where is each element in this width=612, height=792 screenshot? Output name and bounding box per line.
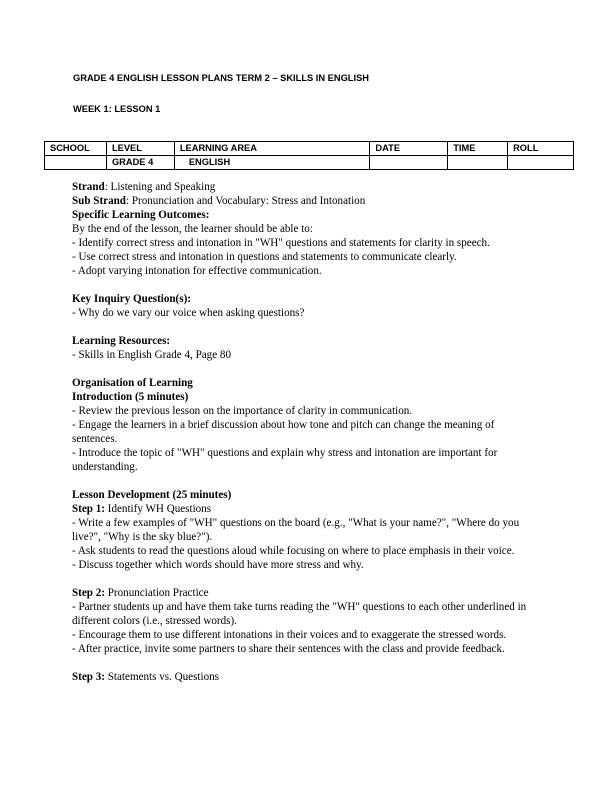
outcome-item: - Use correct stress and intonation in questions and statements to communicate clearly. — [72, 251, 457, 263]
step1-line — [72, 502, 542, 516]
spacer — [72, 362, 542, 376]
step1-title: Identify WH Questions — [104, 503, 212, 515]
value-cell-time — [448, 156, 508, 170]
step1-item: - Write a few examples of "WH" questions on the board (e.g., "What is your name?", "Where do you live?", "Why is the sky blue?"). — [72, 517, 520, 543]
lesson-info-table — [44, 141, 574, 170]
organisation-heading — [72, 376, 542, 390]
introduction-item: - Engage the learners in a brief discussion about how tone and pitch can change the meaning of sentences. — [72, 419, 495, 445]
introduction-heading — [72, 390, 542, 404]
step1-item: - Discuss together which words should have more stress and why. — [72, 559, 364, 571]
sub-strand-line — [72, 194, 542, 208]
strand-label: Strand — [72, 181, 105, 193]
header-cell-school: SCHOOL — [45, 142, 107, 156]
step3-line — [72, 670, 542, 684]
header-cell-roll: ROLL — [508, 142, 574, 156]
introduction-item: - Introduce the topic of "WH" questions and explain why stress and intonation are important for understanding. — [72, 447, 498, 473]
step2-item: - Partner students up and have them take turns reading the "WH" questions to each other underlined in different colors (i.e., stressed words). — [72, 601, 527, 627]
lesson-info-header-row — [45, 142, 574, 156]
header-cell-date: DATE — [370, 142, 448, 156]
outcome-item: - Identify correct stress and intonation in "WH" questions and statements for clarity in speech. — [72, 237, 490, 249]
spacer — [72, 572, 542, 586]
resources-heading — [72, 334, 542, 348]
outcome-item: - Adopt varying intonation for effective communication. — [72, 265, 322, 277]
lesson-info-value-row — [45, 156, 574, 170]
step2-item: - Encourage them to use different intonations in their voices and to exaggerate the stressed words. — [72, 629, 507, 641]
inquiry-item: - Why do we vary our voice when asking questions? — [72, 307, 305, 319]
step2-label: Step 2: — [72, 587, 105, 599]
lesson-body — [72, 180, 542, 684]
spacer — [72, 656, 542, 670]
organisation-heading-text: Organisation of Learning — [72, 377, 193, 389]
inquiry-heading — [72, 292, 542, 306]
strand-value: : Listening and Speaking — [104, 181, 216, 193]
value-cell-date — [370, 156, 448, 170]
outcomes-heading-text: Specific Learning Outcomes: — [72, 209, 210, 221]
header-cell-learning-area: LEARNING AREA — [174, 142, 370, 156]
sub-strand-value: : Pronunciation and Vocabulary: Stress and Intonation — [125, 195, 366, 207]
value-cell-school — [45, 156, 107, 170]
document-title: GRADE 4 ENGLISH LESSON PLANS TERM 2 – SKILLS IN ENGLISH — [73, 73, 369, 83]
step3-label: Step 3: — [72, 671, 105, 683]
step2-line — [72, 586, 542, 600]
step2-title: Pronunciation Practice — [104, 587, 209, 599]
resources-heading-text: Learning Resources: — [72, 335, 171, 347]
spacer — [72, 278, 542, 292]
strand-line — [72, 180, 542, 194]
inquiry-heading-text: Key Inquiry Question(s): — [72, 293, 191, 305]
value-cell-learning-area: ENGLISH — [174, 156, 370, 170]
development-heading — [72, 488, 542, 502]
introduction-heading-text: Introduction (5 minutes) — [72, 391, 189, 403]
value-cell-level: GRADE 4 — [106, 156, 174, 170]
step2-item: - After practice, invite some partners to share their sentences with the class and provide feedback. — [72, 643, 505, 655]
resource-item: - Skills in English Grade 4, Page 80 — [72, 349, 231, 361]
value-cell-roll — [508, 156, 574, 170]
week-lesson-heading: WEEK 1: LESSON 1 — [73, 104, 161, 114]
spacer — [72, 320, 542, 334]
header-cell-level: LEVEL — [106, 142, 174, 156]
development-heading-text: Lesson Development (25 minutes) — [72, 489, 232, 501]
spacer — [72, 474, 542, 488]
outcomes-intro: By the end of the lesson, the learner should be able to: — [72, 223, 313, 235]
step1-label: Step 1: — [72, 503, 105, 515]
step1-item: - Ask students to read the questions aloud while focusing on where to place emphasis in their voice. — [72, 545, 515, 557]
outcomes-heading — [72, 208, 542, 222]
header-cell-time: TIME — [448, 142, 508, 156]
sub-strand-label: Sub Strand — [72, 195, 126, 207]
introduction-item: - Review the previous lesson on the importance of clarity in communication. — [72, 405, 413, 417]
step3-title: Statements vs. Questions — [104, 671, 219, 683]
